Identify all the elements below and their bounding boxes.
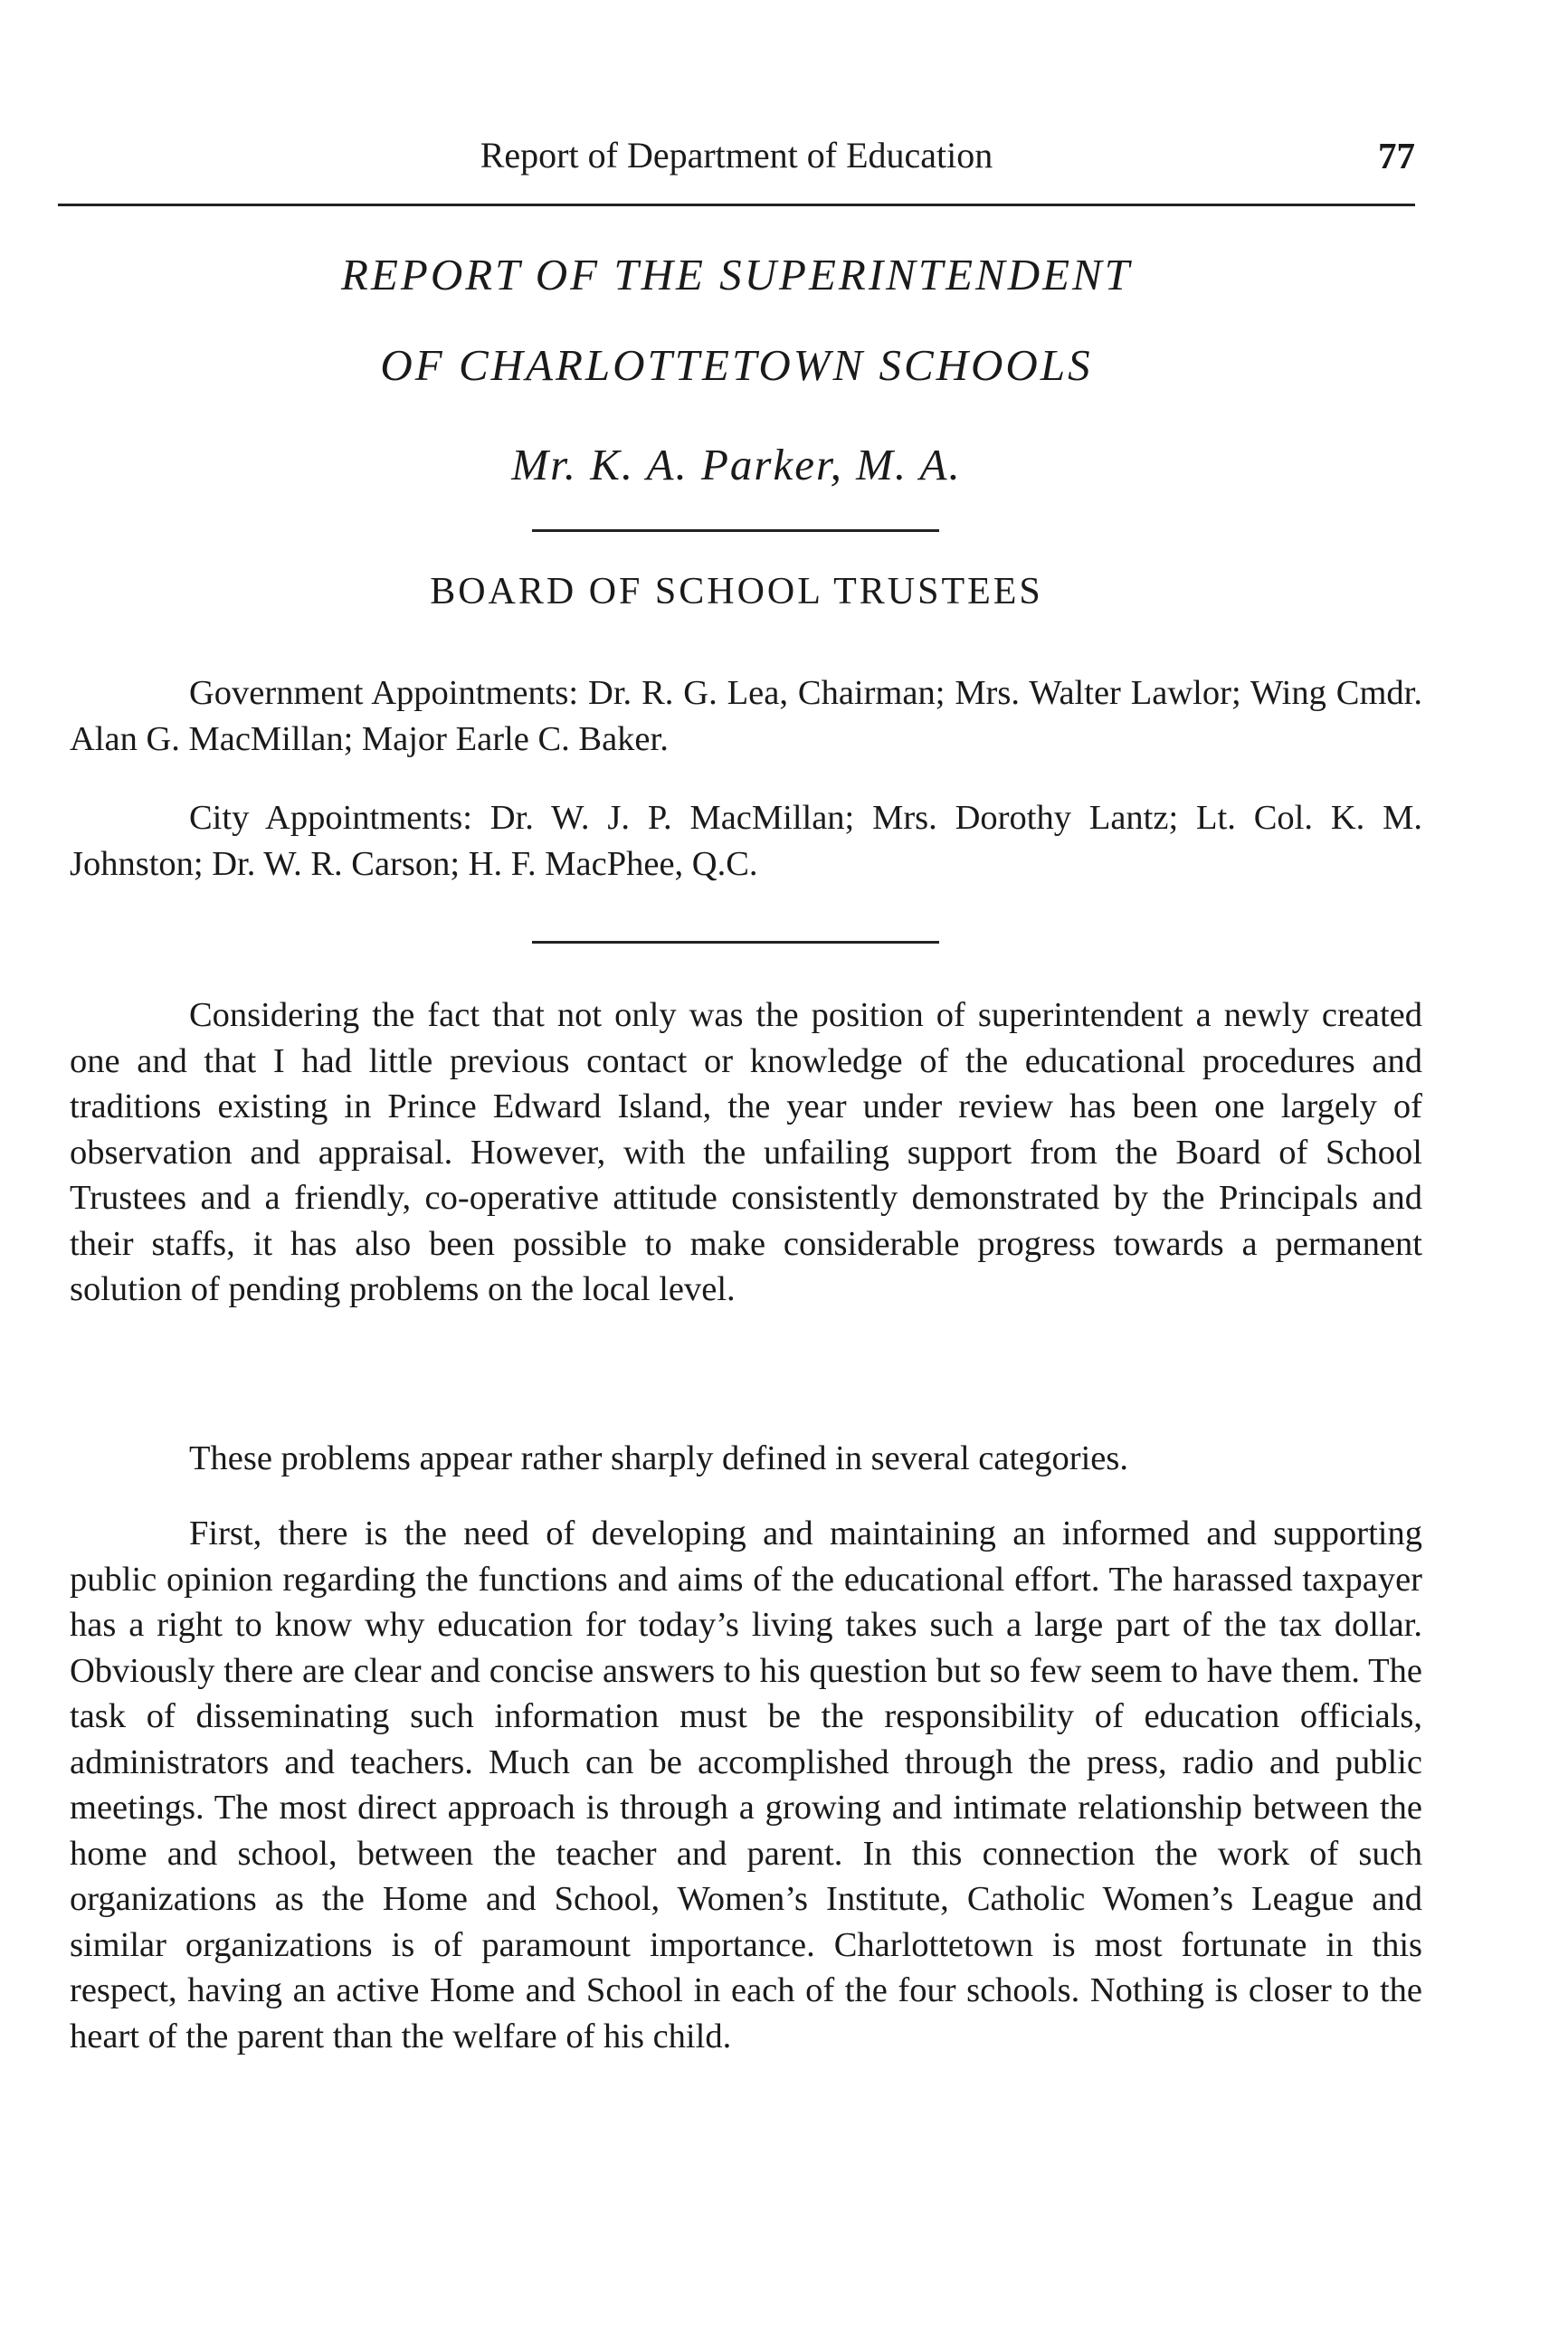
report-title-line-2: OF CHARLOTTETOWN SCHOOLS [380, 340, 1093, 390]
author-line: Mr. K. A. Parker, M. A. [511, 440, 962, 489]
body-paragraph-3: First, there is the need of developing and maintaining an informed and supporting public opinion regarding the functions and aims of the educational effort. The harassed taxpayer has a right to know why education for today’s living takes such a large part of the tax dollar. Obviously there are clear and concise answers to his question but so few seem to have them. The task of disseminating such information must be the responsibility of education officials, administrators and teachers. Much can be accomplished through the press, radio and public meetings. The most direct approach is through a growing and intimate relationship between the home and school, between the teacher and parent. In this connection the work of such organizations as the Home and School, Women’s Institute, Catholic Women’s League and similar organizations is of paramount importance. Charlottetown is most fortunate in this respect, having an active Home and School in each of the four schools. Nothing is closer to the heart of the parent than the welfare of his child. [70, 1514, 1422, 2055]
body-paragraph-2: These problems appear rather sharply defined in several categories. [189, 1439, 1128, 1477]
government-appointments-paragraph: Government Appointments: Dr. R. G. Lea, Chairman; Mrs. Walter Lawlor; Wing Cmdr. Alan G. MacMillan; Major Earle C. Baker. [70, 674, 1422, 758]
page-number: 77 [1378, 135, 1415, 176]
running-title: Report of Department of Education [480, 135, 993, 176]
report-title-line-1: REPORT OF THE SUPERINTENDENT [341, 250, 1132, 299]
city-appointments-paragraph: City Appointments: Dr. W. J. P. MacMillan; Mrs. Dorothy Lantz; Lt. Col. K. M. Johnston; Dr. W. R. Carson; H. F. MacPhee, Q.C. [70, 799, 1422, 883]
section-divider-2 [532, 941, 939, 944]
body-paragraph-1: Considering the fact that not only was the position of superintendent a newly created one and that I had little previous contact or knowledge of the educational procedures and traditions existing in Prince Edward Island, the year under review has been one largely of observation and appraisal. However, with the unfailing support from the Board of School Trustees and a friendly, co-operative attitude consistently demonstrated by the Principals and their staffs, it has also been possible to make considerable progress towards a permanent solution of pending problems on the local level. [70, 996, 1422, 1308]
running-header [58, 134, 1415, 177]
board-heading: BOARD OF SCHOOL TRUSTEES [430, 571, 1043, 612]
section-divider-1 [532, 529, 939, 532]
header-rule [58, 204, 1415, 206]
